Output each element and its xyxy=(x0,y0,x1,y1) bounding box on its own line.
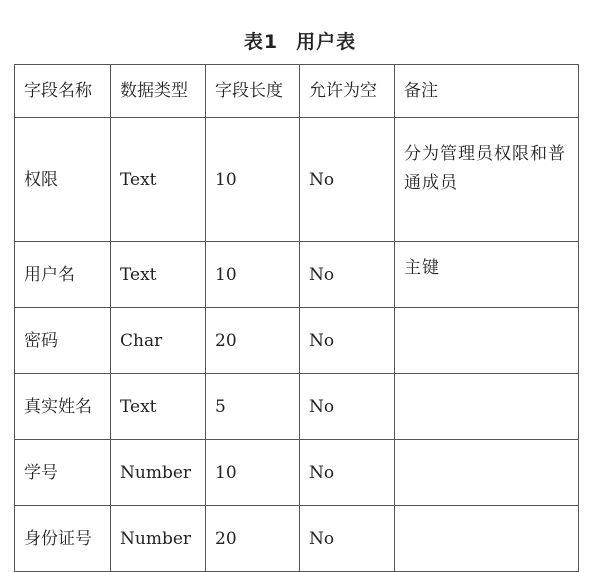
cell-field-length: 10 xyxy=(206,118,300,242)
cell-data-type: Number xyxy=(111,440,206,506)
table-row xyxy=(15,242,579,308)
cell-field-length: 10 xyxy=(206,242,300,308)
cell-data-type: Text xyxy=(111,118,206,242)
cell-field-name: 权限 xyxy=(15,118,111,242)
cell-nullable: No xyxy=(300,506,395,572)
table-caption xyxy=(0,30,600,54)
header-data-type: 数据类型 xyxy=(111,65,206,118)
cell-remark xyxy=(395,440,579,506)
cell-field-name: 身份证号 xyxy=(15,506,111,572)
cell-data-type: Text xyxy=(111,374,206,440)
table-row xyxy=(15,374,579,440)
table-number: 表1 xyxy=(243,31,279,53)
cell-field-name: 密码 xyxy=(15,308,111,374)
table-header-row xyxy=(15,65,579,118)
cell-remark: 主键 xyxy=(395,242,579,308)
header-field-length: 字段长度 xyxy=(206,65,300,118)
cell-nullable: No xyxy=(300,118,395,242)
cell-data-type: Char xyxy=(111,308,206,374)
cell-remark xyxy=(395,308,579,374)
cell-nullable: No xyxy=(300,308,395,374)
header-field-name: 字段名称 xyxy=(15,65,111,118)
table-title: 用户表 xyxy=(296,31,357,53)
cell-remark xyxy=(395,506,579,572)
cell-nullable: No xyxy=(300,440,395,506)
cell-data-type: Text xyxy=(111,242,206,308)
cell-remark xyxy=(395,374,579,440)
cell-nullable: No xyxy=(300,242,395,308)
table-row xyxy=(15,118,579,242)
cell-data-type: Number xyxy=(111,506,206,572)
table-row xyxy=(15,506,579,572)
cell-field-length: 5 xyxy=(206,374,300,440)
cell-field-name: 学号 xyxy=(15,440,111,506)
header-nullable: 允许为空 xyxy=(300,65,395,118)
table-row xyxy=(15,308,579,374)
cell-field-name: 真实姓名 xyxy=(15,374,111,440)
header-remark: 备注 xyxy=(395,65,579,118)
cell-field-length: 20 xyxy=(206,308,300,374)
user-table xyxy=(14,64,579,572)
cell-field-length: 10 xyxy=(206,440,300,506)
cell-field-name: 用户名 xyxy=(15,242,111,308)
cell-field-length: 20 xyxy=(206,506,300,572)
cell-nullable: No xyxy=(300,374,395,440)
table-row xyxy=(15,440,579,506)
cell-remark: 分为管理员权限和普通成员 xyxy=(395,118,579,242)
